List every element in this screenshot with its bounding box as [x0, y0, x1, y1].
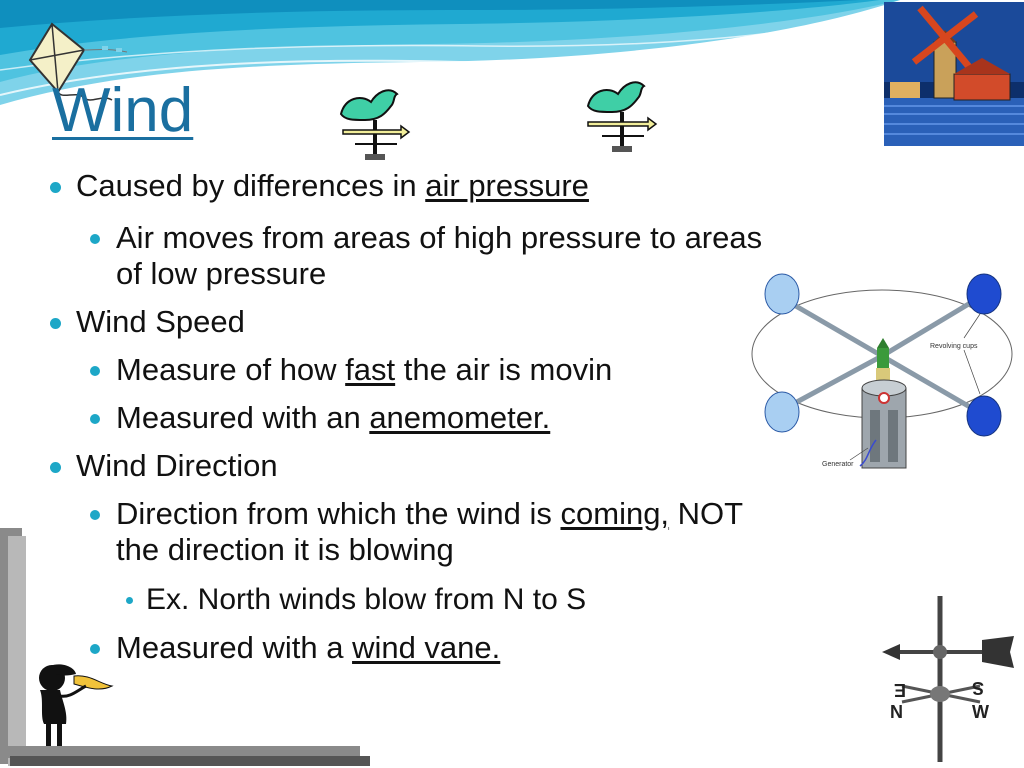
revolving-cups-label: Revolving cups — [930, 343, 978, 350]
underlined-term: anemometer. — [369, 400, 551, 435]
vane-letter-w: W — [972, 702, 989, 722]
underlined-term: wind vane. — [352, 630, 501, 665]
vane-letter-e: E — [893, 680, 906, 700]
bullet-dot — [90, 366, 100, 376]
bullet-dot — [50, 462, 61, 473]
bullet-dot — [90, 414, 100, 424]
bullet-text-continued: the direction it is blowing — [116, 532, 454, 567]
underlined-term: fast — [345, 352, 396, 387]
rooster-weathervane-icon — [335, 84, 415, 164]
bullet-text: Ex. North winds blow from N to S — [146, 583, 587, 616]
bullet-dot — [90, 510, 100, 520]
generator-label: Generator — [822, 461, 854, 468]
anemometer-diagram — [742, 270, 1024, 475]
windmill-picture — [884, 2, 1024, 146]
wind-vane-picture — [872, 592, 1024, 768]
rooster-weathervane-icon — [580, 74, 660, 156]
bullet-text: Wind Direction — [76, 448, 278, 483]
vane-letter-s: S — [971, 678, 984, 698]
bullet-text-continued: of low pressure — [116, 256, 327, 291]
vane-letter-n: N — [890, 702, 903, 722]
bullet-text: Measured with an anemometer. — [116, 400, 551, 435]
girl-silhouette — [30, 660, 120, 750]
bullet-text: Air moves from areas of high pressure to areas — [116, 220, 763, 255]
bullet-dot — [90, 234, 100, 244]
bullet-dot — [50, 182, 61, 193]
bullet-text: Measure of how fast the air is movin — [116, 352, 613, 387]
bullet-text: Direction from which the wind is coming, NOT — [116, 496, 744, 531]
bullet-dot — [50, 318, 61, 329]
bullet-text: Measured with a wind vane. — [116, 630, 501, 665]
underlined-term: coming, — [560, 496, 670, 531]
underlined-term: air pressure — [425, 168, 589, 203]
slide-title: Wind — [52, 76, 194, 145]
bullet-text: Wind Speed — [76, 304, 245, 339]
bullet-text: Caused by differences in air pressure — [76, 168, 589, 203]
